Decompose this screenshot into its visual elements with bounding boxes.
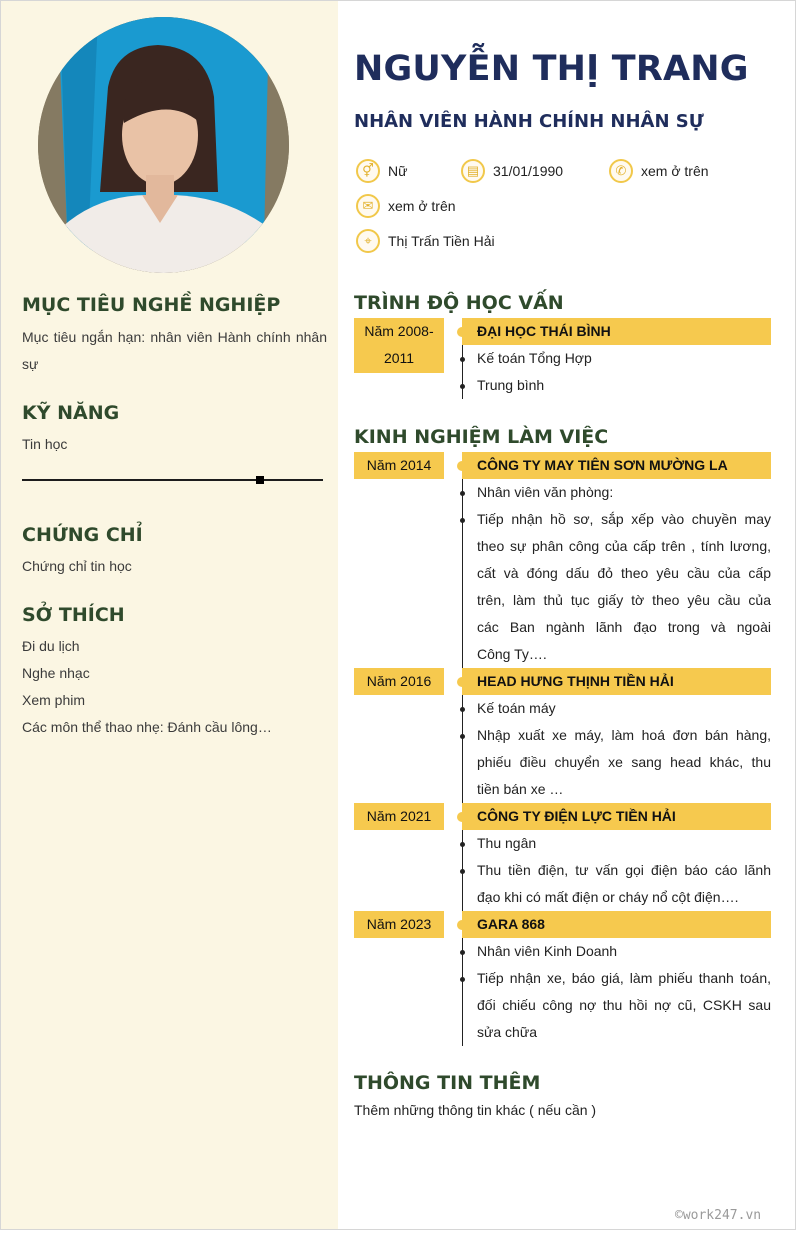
- bullet: [460, 518, 465, 523]
- additional-title: THÔNG TIN THÊM: [354, 1072, 541, 1094]
- email-value: xem ở trên: [388, 198, 456, 214]
- birthday-value: 31/01/1990: [493, 163, 564, 179]
- bullet: [460, 977, 465, 982]
- job-description: [477, 965, 771, 1046]
- desc-line: Công Ty….: [477, 646, 547, 662]
- desc-line: đối chiếu công nợ thu hồi nợ cũ, CSKH sau: [477, 997, 771, 1013]
- education-year-line1: Năm 2008-: [364, 323, 434, 339]
- additional-text: Thêm những thông tin khác ( nếu cần ): [354, 1102, 597, 1118]
- desc-line: tiền bán xe …: [477, 781, 564, 797]
- email-info: [356, 194, 456, 218]
- watermark: ©work247.vn: [675, 1208, 762, 1223]
- hobby-item: Các môn thể thao nhẹ: Đánh cầu lông…: [22, 719, 272, 735]
- bullet: [460, 869, 465, 874]
- avatar-photo: [38, 17, 289, 273]
- timeline-dot: [457, 327, 467, 337]
- bullet: [460, 707, 465, 712]
- job-role: Nhân viên Kinh Doanh: [477, 943, 618, 959]
- avatar: [38, 17, 289, 273]
- job-description: [477, 506, 771, 668]
- experience-timeline: [462, 458, 463, 1046]
- certificates-title: CHỨNG CHỈ: [22, 524, 143, 546]
- education-year-line2: 2011: [383, 350, 415, 366]
- education-title: TRÌNH ĐỘ HỌC VẤN: [354, 292, 564, 314]
- timeline-dot: [457, 677, 467, 687]
- phone-info: [609, 159, 709, 183]
- company-name: CÔNG TY MAY TIÊN SƠN MƯỜNG LA: [477, 457, 728, 473]
- desc-line: phiếu điều chuyển xe sang head khác, thu: [477, 754, 771, 770]
- bullet: [460, 357, 465, 362]
- envelope-icon: ✉: [356, 194, 380, 218]
- education-grade: Trung bình: [477, 377, 545, 393]
- bullet: [460, 491, 465, 496]
- certificate-item: Chứng chỉ tin học: [22, 558, 132, 574]
- phone-icon: ✆: [609, 159, 633, 183]
- address-info: [356, 229, 495, 253]
- desc-line: trên, làm thủ tục giấy tờ theo yêu cầu của: [477, 592, 771, 608]
- timeline-dot: [457, 812, 467, 822]
- skill-item: Tin học: [22, 436, 68, 452]
- education-year: [354, 318, 444, 373]
- cake-icon: ▤: [461, 159, 485, 183]
- desc-line: các Ban ngành lãnh đạo trong và ngoài: [477, 619, 771, 635]
- desc-line: đạo khi có mất điện or cháy nổ cột điện….: [477, 889, 739, 905]
- experience-year: Năm 2014: [354, 452, 444, 479]
- objective-title: MỤC TIÊU NGHỀ NGHIỆP: [22, 294, 281, 316]
- desc-line: cất và đóng dấu đỏ theo yêu cầu của cấp: [477, 565, 771, 581]
- job-description: [477, 722, 771, 803]
- birthday-info: [461, 159, 563, 183]
- timeline-dot: [457, 920, 467, 930]
- bullet: [460, 734, 465, 739]
- job-role: Thu ngân: [477, 835, 537, 851]
- hobbies-title: SỞ THÍCH: [22, 604, 125, 626]
- desc-line: Tiếp nhận xe, báo giá, làm phiếu thanh toán,: [477, 970, 771, 986]
- desc-line: Thu tiền điện, tư vấn gọi điện báo cáo lãnh: [477, 862, 771, 878]
- company-name: CÔNG TY ĐIỆN LỰC TIỀN HẢI: [477, 808, 676, 824]
- job-role: Nhân viên văn phòng:: [477, 484, 614, 500]
- candidate-name: NGUYỄN THỊ TRANG: [354, 49, 749, 89]
- bullet: [460, 842, 465, 847]
- objective-text: Mục tiêu ngắn hạn: nhân viên Hành chính nhân sự: [22, 329, 327, 372]
- gender-info: [356, 159, 407, 183]
- skills-title: KỸ NĂNG: [22, 402, 120, 424]
- hobby-item: Đi du lịch: [22, 638, 80, 654]
- hobby-item: Xem phim: [22, 692, 86, 708]
- gender-value: Nữ: [388, 163, 408, 179]
- desc-line: Nhập xuất xe máy, làm hoá đơn bán hàng,: [477, 727, 771, 743]
- job-description: [477, 857, 771, 911]
- education-major: Kế toán Tổng Hợp: [477, 350, 592, 366]
- job-role: Kế toán máy: [477, 700, 556, 716]
- candidate-position: NHÂN VIÊN HÀNH CHÍNH NHÂN SỰ: [354, 111, 704, 132]
- map-icon: ⌖: [356, 229, 380, 253]
- desc-line: sửa chữa: [477, 1024, 537, 1040]
- company-name: GARA 868: [477, 916, 545, 932]
- skill-level-marker: [256, 476, 264, 484]
- desc-line: Tiếp nhận hồ sơ, sắp xếp vào chuyền may: [477, 511, 771, 527]
- experience-title: KINH NGHIỆM LÀM VIỆC: [354, 426, 609, 448]
- timeline-dot: [457, 461, 467, 471]
- experience-year: Năm 2016: [354, 668, 444, 695]
- hobby-item: Nghe nhạc: [22, 665, 90, 681]
- company-name: HEAD HƯNG THỊNH TIỀN HẢI: [477, 673, 674, 689]
- bullet: [460, 950, 465, 955]
- phone-value: xem ở trên: [641, 163, 709, 179]
- experience-year: Năm 2021: [354, 803, 444, 830]
- school-name: ĐẠI HỌC THÁI BÌNH: [477, 323, 611, 339]
- experience-year: Năm 2023: [354, 911, 444, 938]
- bullet: [460, 384, 465, 389]
- address-value: Thị Trấn Tiền Hải: [388, 233, 495, 249]
- skill-level-bar: [22, 479, 323, 481]
- gender-icon: ⚥: [356, 159, 380, 183]
- desc-line: theo sự phân công của cấp trên , tính lương,: [477, 538, 771, 554]
